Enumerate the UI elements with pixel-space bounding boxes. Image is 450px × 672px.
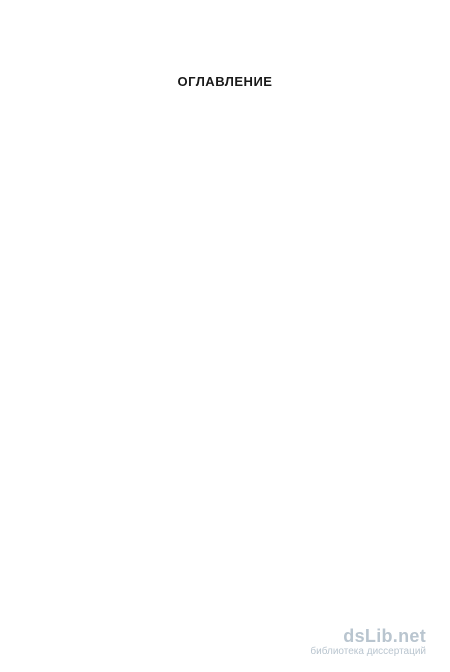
watermark-subtitle: библиотека диссертаций <box>310 646 426 657</box>
watermark <box>310 626 426 658</box>
page-title: ОГЛАВЛЕНИЕ <box>177 74 273 89</box>
watermark-logo: dsLib.net <box>343 626 426 646</box>
